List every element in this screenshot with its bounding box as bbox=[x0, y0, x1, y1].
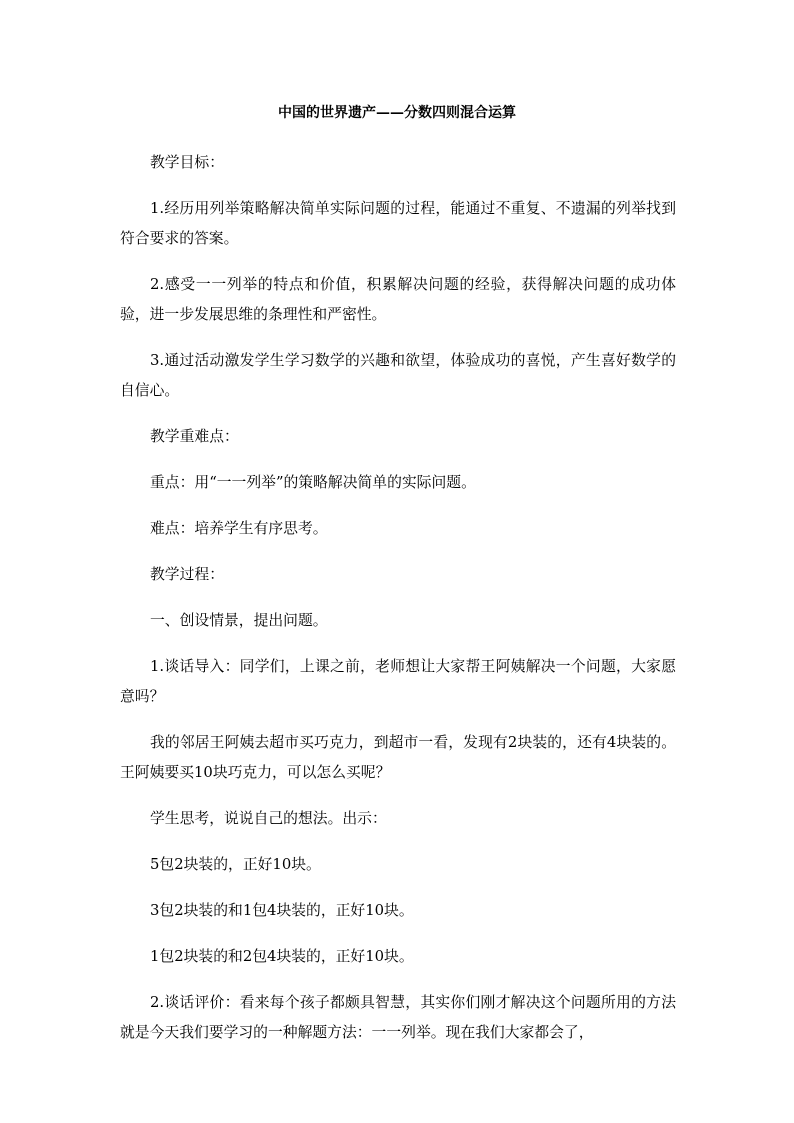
paragraph-option-2: 3包2块装的和1包4块装的，正好10块。 bbox=[150, 902, 414, 919]
paragraph-difficulty: 难点：培养学生有序思考。 bbox=[150, 520, 328, 537]
paragraph-option-3: 1包2块装的和2包4块装的，正好10块。 bbox=[150, 948, 414, 965]
paragraph-key-point: 重点：用“一一列举”的策略解决简单的实际问题。 bbox=[150, 474, 476, 491]
document-title: 中国的世界遗产——分数四则混合运算 bbox=[278, 105, 516, 121]
document-body bbox=[120, 148, 676, 1064]
paragraph-problem: 我的邻居王阿姨去超市买巧克力，到超市一看，发现有2块装的，还有4块装的。王阿姨要买10块巧克力，可以怎么买呢？ bbox=[120, 734, 676, 781]
paragraph-goal-2: 2.感受一一列举的特点和价值，积累解决问题的经验，获得解决问题的成功体验，进一步发展思维的条理性和严密性。 bbox=[120, 276, 676, 323]
paragraph-think: 学生思考，说说自己的想法。出示： bbox=[150, 810, 387, 827]
paragraph-key-points-heading: 教学重难点： bbox=[150, 428, 239, 445]
paragraph-section-1: 一、创设情景，提出问题。 bbox=[150, 612, 328, 629]
paragraph-process-heading: 教学过程： bbox=[150, 566, 224, 583]
paragraph-goal-1: 1.经历用列举策略解决简单实际问题的过程，能通过不重复、不遗漏的列举找到符合要求的答案。 bbox=[120, 200, 676, 247]
paragraph-option-1: 5包2块装的，正好10块。 bbox=[150, 856, 321, 873]
paragraph-teaching-goals-heading: 教学目标： bbox=[150, 154, 224, 171]
paragraph-evaluation: 2.谈话评价：看来每个孩子都颇具智慧，其实你们刚才解决这个问题所用的方法就是今天我们要学习的一种解题方法：一一列举。现在我们大家都会了， bbox=[120, 994, 676, 1041]
paragraph-intro: 1.谈话导入：同学们，上课之前，老师想让大家帮王阿姨解决一个问题，大家愿意吗？ bbox=[120, 658, 676, 705]
paragraph-goal-3: 3.通过活动激发学生学习数学的兴趣和欲望，体验成功的喜悦，产生喜好数学的自信心。 bbox=[120, 352, 676, 399]
